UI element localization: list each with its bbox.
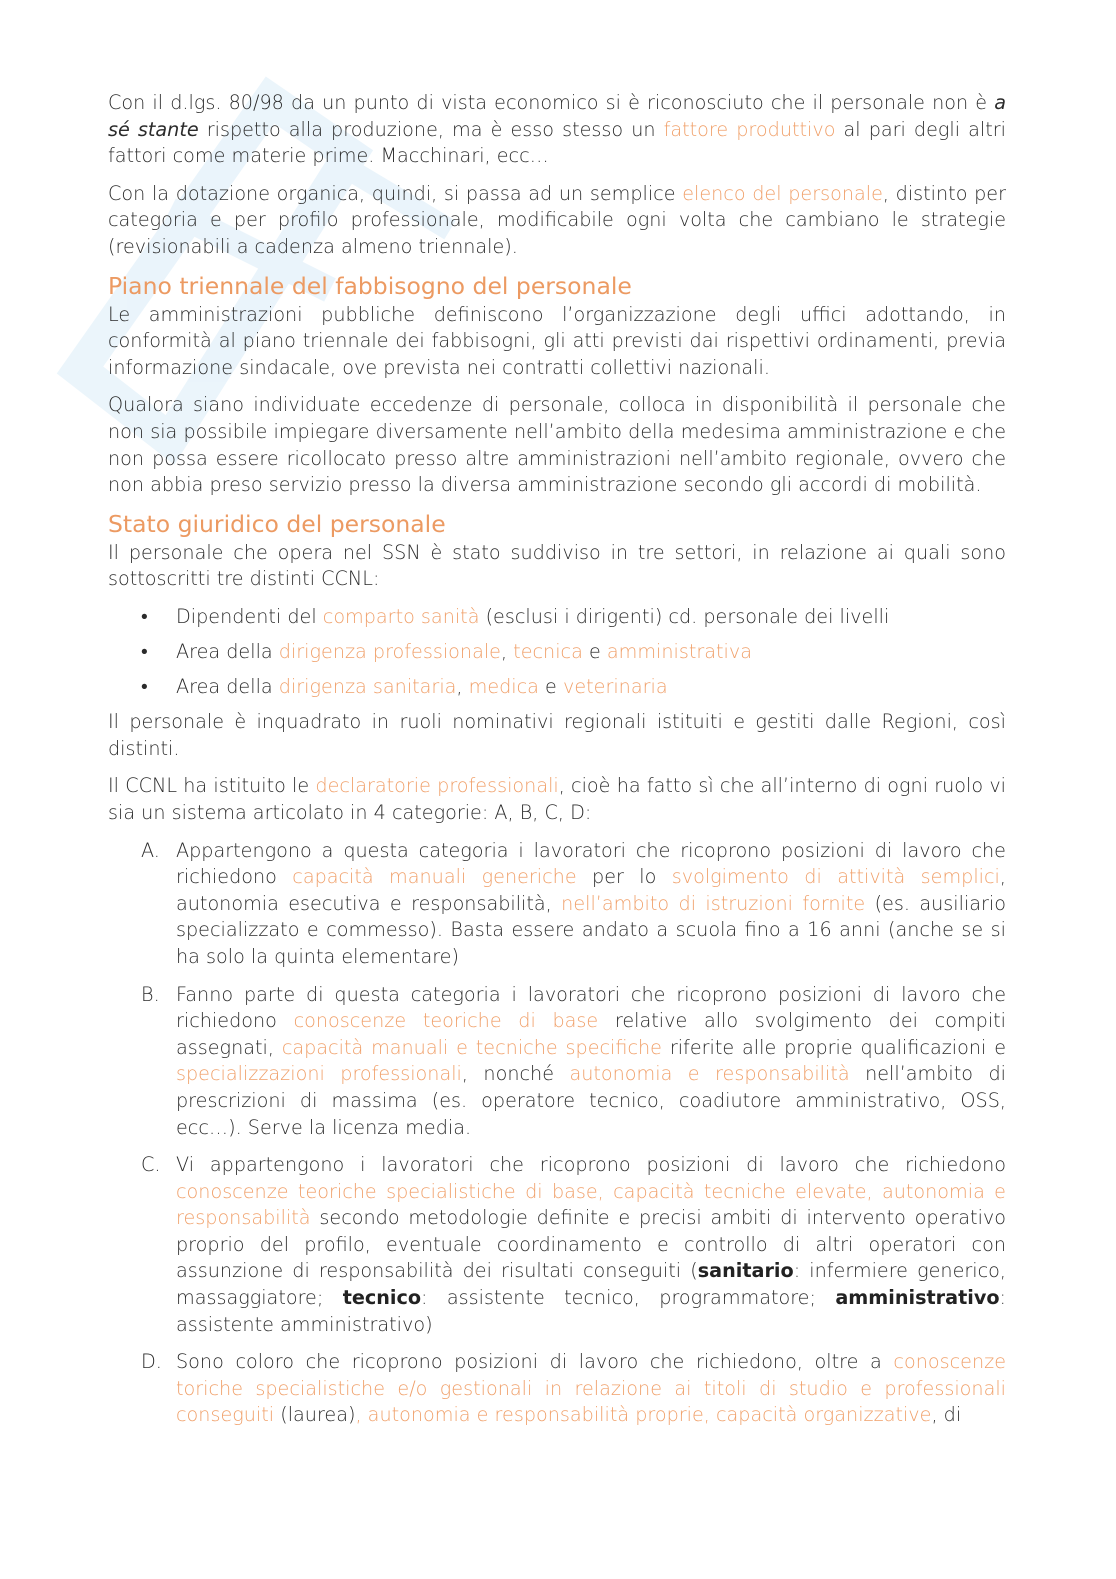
category-item-d bbox=[108, 1349, 1006, 1429]
list-item-text bbox=[176, 675, 668, 698]
text-run: Con il d.lgs. 80/98 da un punto di vista economico si è riconosciuto che il personale non è bbox=[108, 91, 995, 114]
highlighted-text: fattore produttivo bbox=[663, 117, 836, 141]
text-run: Con la dotazione organica, quindi, si passa ad un semplice bbox=[108, 181, 683, 205]
category-letter: D. bbox=[141, 1350, 162, 1374]
piano-paragraph-1: Le amministrazioni pubbliche definiscono l’organizzazione degli uffici adottando, in conformità al piano triennale dei fabbisogni, gli atti previsti dai rispettivi ordinamenti, previa informazione sindacale, ove prevista nei contratti collettivi nazionali. bbox=[108, 302, 1006, 379]
bullet-icon: • bbox=[141, 604, 148, 628]
highlighted-text: autonomia e responsabilità bbox=[569, 1062, 850, 1086]
categories-list bbox=[108, 838, 1006, 1429]
text-run: rispetto alla produzione, ma è esso stesso un bbox=[198, 117, 664, 141]
list-item bbox=[108, 604, 1006, 631]
text-run: Dipendenti del bbox=[176, 604, 323, 628]
list-item-text bbox=[176, 605, 889, 628]
highlighted-text: declaratorie professionali bbox=[315, 774, 559, 798]
text-run: (es. ausiliario specializzato e commesso). Basta essere andato a scuola fino a 16 anni (anche se si ha solo la quinta elementare) bbox=[176, 891, 1006, 968]
text-run: riferite alle proprie qualificazioni e bbox=[661, 1035, 1006, 1059]
text-run: : infermiere generico, massaggiatore; bbox=[176, 1259, 1006, 1310]
highlighted-text: , autonomia e responsabilità proprie, capacità organizzative bbox=[355, 1403, 932, 1427]
highlighted-text: svolgimento di attività semplici bbox=[671, 865, 1000, 889]
highlighted-text: elenco del personale bbox=[682, 181, 883, 205]
text-run: , bbox=[456, 675, 469, 699]
text-run: , nonché bbox=[461, 1062, 570, 1086]
highlighted-text: conoscenze toriche specialistiche e/o gestionali in relazione ai titoli di studio e professionali conseguiti bbox=[176, 1350, 1006, 1427]
list-item bbox=[108, 639, 1006, 666]
bold-text: tecnico bbox=[342, 1286, 422, 1310]
category-text bbox=[176, 1350, 1006, 1426]
category-item-c bbox=[108, 1152, 1006, 1338]
text-run: : assistente amministrativo) bbox=[176, 1286, 1006, 1336]
bold-text: sanitario bbox=[697, 1259, 794, 1283]
category-letter: C. bbox=[141, 1153, 161, 1177]
ccnl-bullet-list bbox=[108, 604, 1006, 701]
category-item-b bbox=[108, 982, 1006, 1142]
text-run: e bbox=[538, 675, 563, 699]
section-heading-piano-triennale: Piano triennale del fabbisogno del personale bbox=[108, 271, 632, 300]
text-run: a sé stante bbox=[108, 91, 1006, 141]
highlighted-text: conoscenze teoriche specialistiche di base, capacità tecniche elevate, autonomia e responsabilità bbox=[176, 1179, 1006, 1230]
text-run: Vi appartengono i lavoratori che ricoprono posizioni di lavoro che richiedono bbox=[176, 1153, 1006, 1177]
highlighted-text: veterinaria bbox=[562, 675, 668, 699]
section-heading-stato-giuridico: Stato giuridico del personale bbox=[108, 509, 446, 538]
intro-paragraph-2 bbox=[108, 181, 1006, 261]
text-run: (esclusi i dirigenti) cd. personale dei livelli bbox=[479, 604, 890, 628]
list-item bbox=[108, 674, 1006, 701]
text-run: , cioè ha fatto sì che all’interno di ogni ruolo vi sia un sistema articolato in 4 categorie: A, B, C, D: bbox=[108, 774, 1006, 824]
bullet-icon: • bbox=[141, 640, 148, 663]
highlighted-text: amministrativa bbox=[606, 640, 752, 663]
highlighted-text: conoscenze teoriche di base bbox=[293, 1009, 599, 1033]
intro-paragraph-1 bbox=[108, 90, 1006, 170]
ruoli-paragraph: Il personale è inquadrato in ruoli nominativi regionali istituiti e gestiti dalle Regioni, così distinti. bbox=[108, 710, 1006, 760]
text-run: per lo bbox=[576, 865, 672, 889]
text-run: , bbox=[500, 640, 514, 663]
highlighted-text: dirigenza sanitaria bbox=[278, 675, 457, 699]
highlighted-text: comparto sanità bbox=[322, 604, 480, 628]
category-item-a bbox=[108, 838, 1006, 971]
text-run: , di bbox=[931, 1403, 962, 1427]
list-item-text bbox=[176, 640, 752, 663]
bold-text: amministrativo bbox=[835, 1286, 1000, 1310]
text-run: Sono coloro che ricoprono posizioni di lavoro che richiedono, oltre a bbox=[176, 1350, 894, 1374]
category-letter: B. bbox=[141, 982, 160, 1006]
highlighted-text: dirigenza professionale bbox=[278, 640, 501, 663]
text-run: secondo metodologie definite e precisi ambiti di intervento operativo proprio del profilo, eventuale coordinamento e controllo di altri operatori con assunzione di responsabilità dei risultati conseguiti ( bbox=[176, 1206, 1006, 1283]
highlighted-text: capacità manuali e tecniche specifiche bbox=[281, 1035, 662, 1059]
category-letter: A. bbox=[141, 838, 160, 862]
highlighted-text: tecnica bbox=[513, 640, 583, 663]
text-run: : assistente tecnico, programmatore; bbox=[421, 1286, 836, 1310]
ccnl-paragraph bbox=[108, 773, 1006, 826]
highlighted-text: nell’ambito di istruzioni fornite bbox=[561, 891, 866, 915]
text-run: Fanno parte di questa categoria i lavoratori che ricoprono posizioni di lavoro che richiedono bbox=[176, 982, 1006, 1033]
document-page bbox=[108, 90, 1006, 1440]
stato-intro-paragraph: Il personale che opera nel SSN è stato suddiviso in tre settori, in relazione ai quali sono sottoscritti tre distinti CCNL: bbox=[108, 540, 1006, 591]
piano-paragraph-2: Qualora siano individuate eccedenze di personale, colloca in disponibilità il personale che non sia possibile impiegare diversamente nell’ambito della medesima amministrazione e che non possa essere ricollocato presso altre amministrazioni nell’ambito regionale, ovvero che non abbia preso servizio presso la diversa amministrazione secondo gli accordi di mobilità. bbox=[108, 393, 1006, 497]
text-run: Area della bbox=[176, 640, 279, 663]
text-run: Area della bbox=[176, 675, 279, 699]
text-run: , distinto per categoria e per profilo professionale, modificabile ogni volta che cambiano le strategie (revisionabili a cadenza almeno triennale). bbox=[108, 181, 1006, 258]
text-run: al pari degli altri fattori come materie prime. Macchinari, ecc… bbox=[108, 117, 1006, 168]
text-run: , autonomia esecutiva e responsabilità, bbox=[176, 865, 1006, 915]
text-run: relative allo svolgimento dei compiti assegnati, bbox=[176, 1009, 1006, 1059]
category-text bbox=[176, 1153, 1006, 1336]
text-run: nell’ambito di prescrizioni di massima (es. operatore tecnico, coadiutore amministrativo, OSS, ecc…). Serve la licenza media. bbox=[176, 1062, 1006, 1139]
highlighted-text: specializzazioni professionali bbox=[176, 1062, 462, 1086]
bullet-icon: • bbox=[141, 675, 148, 699]
text-run: Il CCNL ha istituito le bbox=[108, 774, 316, 798]
text-run: (laurea) bbox=[274, 1403, 356, 1427]
highlighted-text: medica bbox=[468, 675, 539, 699]
highlighted-text: capacità manuali generiche bbox=[292, 865, 577, 889]
category-text bbox=[176, 839, 1006, 968]
text-run: Appartengono a questa categoria i lavoratori che ricoprono posizioni di lavoro che richiedono bbox=[176, 838, 1006, 889]
category-text bbox=[176, 983, 1006, 1139]
text-run: e bbox=[582, 640, 607, 663]
